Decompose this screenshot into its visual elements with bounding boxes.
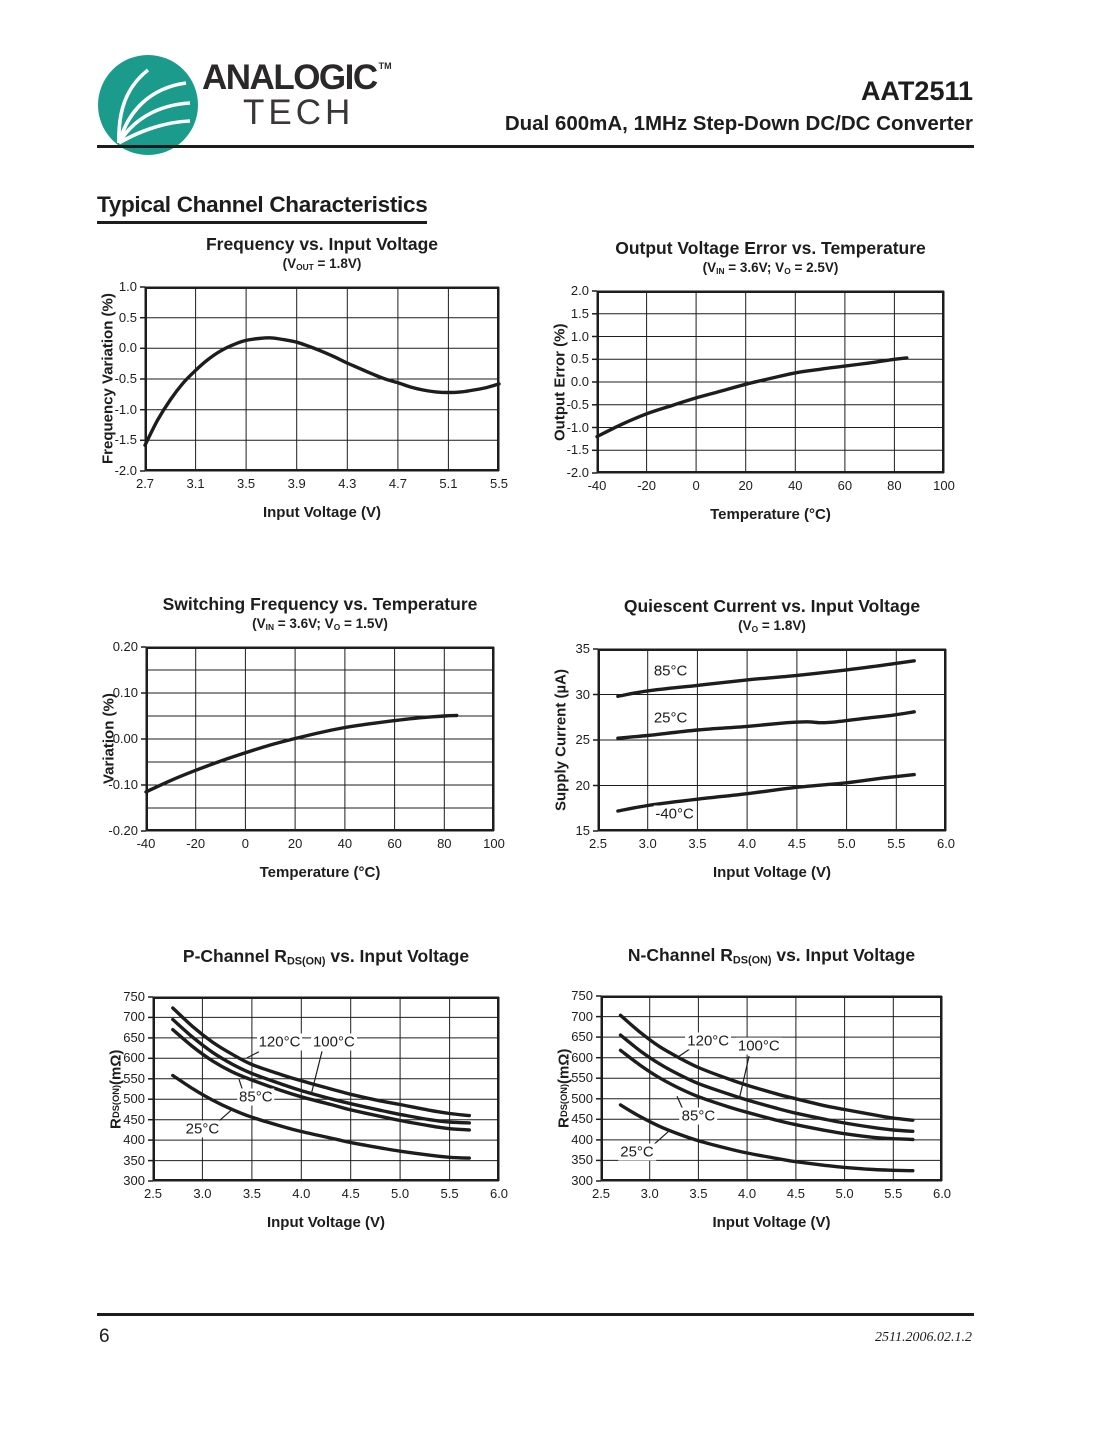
curve-label: 25°C	[185, 1120, 220, 1138]
y-tick-label: 1.5	[570, 305, 589, 321]
x-tick-label: 6.0	[932, 1186, 952, 1201]
x-axis-title: Input Voltage (V)	[262, 504, 382, 521]
y-tick-label: 750	[123, 989, 145, 1004]
subscript-text: DS(ON)	[559, 1084, 569, 1118]
x-tick-label: 5.0	[835, 1186, 854, 1201]
x-tick-label: 5.5	[887, 836, 906, 851]
x-tick-label: 3.0	[193, 1186, 212, 1201]
x-tick-label: -40	[587, 478, 607, 493]
plot-svg	[153, 997, 499, 1181]
doc-subtitle: Dual 600mA, 1MHz Step-Down DC/DC Converter	[504, 112, 973, 135]
chart-subtitle	[65, 256, 579, 272]
subscript-text: DS(ON)	[111, 1084, 121, 1118]
curve-label: 85°C	[681, 1107, 716, 1125]
analogictech-logo	[98, 55, 198, 155]
curve-label: 120°C	[258, 1033, 301, 1051]
subscript-text: DS(ON)	[732, 954, 772, 967]
x-tick-label: 5.5	[884, 1186, 903, 1201]
curve-label: 120°C	[687, 1032, 730, 1050]
x-tick-label: 5.0	[391, 1186, 410, 1201]
curve-label: 85°C	[239, 1088, 273, 1106]
chart-title	[66, 594, 574, 615]
y-tick-label: 500	[123, 1091, 145, 1107]
y-tick-label: 0.00	[112, 731, 138, 746]
plot-area	[597, 291, 944, 473]
x-tick-label: 3.0	[638, 836, 657, 851]
y-tick-label: 400	[123, 1132, 145, 1148]
y-tick-label: -0.20	[108, 823, 138, 838]
y-tick-label: 1.0	[570, 328, 589, 344]
curve-label: -40°C	[655, 805, 694, 823]
y-tick-label: 700	[123, 1009, 145, 1025]
text-segment: (V	[702, 260, 717, 275]
x-tick-label: 20	[738, 478, 753, 493]
x-tick-label: 40	[788, 478, 803, 493]
trademark-symbol: TM	[378, 61, 392, 71]
logo-leaf-icon	[98, 55, 198, 155]
y-tick-label: -0.5	[114, 371, 137, 386]
text-segment: Switching Frequency vs. Temperature	[162, 594, 478, 614]
x-tick-label: -20	[186, 836, 206, 851]
text-segment: vs. Input Voltage	[771, 945, 916, 965]
y-tick-label: 30	[575, 686, 590, 702]
y-tick-label: 1.0	[118, 279, 137, 294]
y-tick-label: 300	[571, 1173, 593, 1188]
y-tick-label: 0.10	[112, 685, 138, 700]
chart-title	[517, 238, 1024, 259]
document-code: 2511.2006.02.1.2	[875, 1330, 972, 1345]
y-tick-label: 0.0	[118, 340, 137, 356]
text-segment: Variation (%)	[100, 693, 118, 785]
x-tick-label: 4.5	[787, 836, 806, 851]
subscript-text: O	[333, 622, 341, 633]
y-tick-label: 650	[123, 1029, 145, 1045]
x-axis-title: Temperature (°C)	[259, 864, 381, 881]
y-tick-label: 550	[571, 1070, 593, 1086]
chart-title	[521, 945, 1022, 967]
y-tick-label: 650	[571, 1029, 593, 1045]
chart-frequency-vs-input-voltage	[99, 234, 509, 521]
x-tick-label: 4.0	[738, 1186, 757, 1201]
y-tick-label: 0.20	[112, 639, 138, 654]
text-segment: R	[555, 1117, 573, 1129]
x-tick-label: 20	[287, 836, 303, 851]
x-tick-label: 2.5	[143, 1186, 163, 1201]
text-segment: Output Voltage Error vs. Temperature	[615, 238, 926, 258]
y-tick-label: -2.0	[114, 463, 137, 478]
text-segment: (V	[282, 256, 297, 271]
plot-svg	[146, 647, 494, 831]
y-tick-label: 750	[571, 988, 593, 1003]
text-segment: R	[107, 1117, 125, 1129]
x-tick-label: 4.0	[292, 1186, 311, 1201]
x-tick-label: 60	[387, 836, 402, 851]
plot-area	[145, 287, 499, 471]
chart-quiescent-current-vs-input-voltage	[552, 596, 956, 881]
y-tick-label: 350	[123, 1152, 145, 1168]
text-segment: (V	[252, 616, 266, 631]
chart-subtitle	[518, 618, 1026, 634]
brand-analogic-text: ANALOGIC	[202, 58, 377, 97]
x-tick-label: 3.5	[688, 836, 707, 851]
y-tick-label: 25	[575, 732, 590, 747]
y-tick-label: -1.5	[114, 432, 137, 448]
chart-subtitle	[66, 616, 574, 632]
series-curve	[145, 338, 499, 445]
chart-output-voltage-error-vs-temperature	[551, 238, 955, 523]
chart-switching-frequency-vs-temperature	[100, 594, 505, 881]
text-segment: (V	[738, 618, 752, 633]
chart-subtitle	[517, 260, 1024, 276]
text-segment: = 1.8V)	[758, 618, 806, 633]
x-tick-label: 2.5	[591, 1186, 611, 1201]
chart-title	[73, 946, 579, 968]
brand-tech: TECH	[243, 93, 355, 132]
text-segment: = 1.5V)	[340, 616, 388, 631]
curve-label: 25°C	[653, 709, 688, 727]
subscript-text: IN	[716, 266, 725, 277]
x-tick-label: 100	[933, 478, 955, 493]
y-tick-label: 450	[571, 1111, 593, 1127]
x-tick-label: 4.5	[341, 1186, 360, 1201]
x-axis-title: Input Voltage (V)	[712, 864, 832, 881]
y-tick-label: 0.5	[570, 351, 589, 367]
y-tick-label: -1.0	[566, 419, 589, 435]
text-segment: Frequency vs. Input Voltage	[205, 234, 439, 254]
curve-label: 100°C	[312, 1033, 355, 1051]
subscript-text: IN	[265, 622, 275, 633]
plot-svg	[145, 287, 499, 471]
subscript-text: O	[784, 266, 791, 277]
x-tick-label: 5.1	[439, 476, 458, 491]
x-tick-label: 2.5	[588, 836, 608, 851]
subscript-text: OUT	[296, 262, 314, 273]
curve-label: 85°C	[653, 662, 688, 680]
x-tick-label: 3.5	[242, 1186, 261, 1201]
curve-label: 100°C	[737, 1037, 780, 1055]
curve-label: 25°C	[620, 1143, 654, 1161]
x-tick-label: 5.5	[440, 1186, 459, 1201]
chart-title	[65, 234, 579, 255]
y-tick-label: 700	[571, 1008, 593, 1024]
series-curve	[146, 716, 457, 792]
x-tick-label: 4.5	[786, 1186, 805, 1201]
y-tick-label: -1.5	[566, 442, 589, 458]
y-tick-label: 300	[123, 1173, 145, 1188]
part-number: AAT2511	[860, 76, 973, 106]
y-tick-label: 600	[123, 1050, 145, 1066]
subscript-text: DS(ON)	[286, 955, 326, 968]
text-segment: Supply Current (µA)	[552, 669, 570, 811]
y-tick-label: 0.0	[570, 374, 589, 389]
y-tick-label: 600	[571, 1049, 593, 1065]
x-tick-label: 3.1	[186, 476, 205, 491]
x-tick-label: 0	[692, 478, 700, 493]
plot-area	[153, 997, 499, 1181]
y-tick-label: -2.0	[566, 465, 589, 480]
text-segment: = 3.6V; V	[274, 616, 334, 631]
subscript-text: O	[751, 624, 759, 635]
x-tick-label: 6.0	[936, 836, 956, 851]
header-divider	[97, 145, 974, 148]
text-segment: Quiescent Current vs. Input Voltage	[623, 596, 921, 616]
plot-area	[146, 647, 494, 831]
y-tick-label: -1.0	[114, 401, 137, 417]
x-tick-label: 80	[437, 836, 452, 851]
x-tick-label: 100	[483, 836, 505, 851]
x-tick-label: 3.9	[287, 476, 306, 491]
y-tick-label: 450	[123, 1111, 145, 1127]
y-tick-label: 20	[575, 777, 590, 793]
x-tick-label: -40	[136, 836, 156, 851]
y-tick-label: -0.10	[108, 777, 138, 792]
y-tick-label: 500	[571, 1090, 593, 1106]
text-segment: (mΩ)	[107, 1049, 125, 1085]
x-tick-label: 2.7	[135, 476, 155, 491]
y-tick-label: 2.0	[570, 283, 589, 298]
x-tick-label: 40	[337, 836, 353, 851]
plot-area	[598, 649, 946, 831]
footer-divider	[97, 1313, 974, 1316]
text-segment: P-Channel R	[182, 946, 287, 966]
section-title: Typical Channel Characteristics	[97, 192, 427, 224]
text-segment: (mΩ)	[555, 1048, 573, 1085]
series-curve	[597, 358, 907, 437]
x-tick-label: 4.0	[738, 836, 757, 851]
chart-n-channel-rdson-vs-input-voltage	[555, 945, 952, 1231]
text-segment: vs. Input Voltage	[325, 946, 470, 966]
x-tick-label: 80	[887, 478, 902, 493]
text-segment: = 2.5V)	[790, 260, 839, 275]
plot-svg	[597, 291, 944, 473]
text-segment: Output Error (%)	[551, 323, 569, 441]
x-tick-label: 4.7	[388, 476, 407, 491]
y-tick-label: 400	[571, 1131, 593, 1147]
text-segment: N-Channel R	[627, 945, 733, 965]
x-tick-label: 5.0	[837, 836, 856, 851]
y-tick-label: 15	[575, 823, 590, 838]
page-number: 6	[99, 1326, 110, 1347]
y-tick-label: 550	[123, 1070, 145, 1086]
x-tick-label: 3.5	[689, 1186, 708, 1201]
x-tick-label: 60	[837, 478, 853, 493]
plot-area	[601, 996, 942, 1181]
x-tick-label: 6.0	[489, 1186, 509, 1201]
x-tick-label: -20	[637, 478, 656, 493]
y-tick-label: -0.5	[566, 396, 589, 412]
brand-analogic	[202, 58, 390, 98]
text-segment: Frequency Variation (%)	[99, 293, 117, 465]
x-tick-label: 3.0	[640, 1186, 659, 1201]
text-segment: = 3.6V; V	[724, 260, 785, 275]
x-tick-label: 0	[241, 836, 250, 851]
y-tick-label: 0.5	[118, 309, 137, 325]
x-axis-title: Input Voltage (V)	[712, 1214, 831, 1231]
chart-p-channel-rdson-vs-input-voltage	[107, 946, 509, 1231]
y-tick-label: 35	[575, 641, 590, 656]
x-axis-title: Temperature (°C)	[710, 506, 831, 523]
chart-title	[518, 596, 1026, 617]
x-tick-label: 5.5	[489, 476, 509, 491]
x-axis-title: Input Voltage (V)	[266, 1214, 386, 1231]
x-tick-label: 3.5	[237, 476, 256, 491]
x-tick-label: 4.3	[338, 476, 357, 491]
plot-svg	[598, 649, 946, 831]
y-tick-label: 350	[571, 1152, 593, 1168]
text-segment: = 1.8V)	[313, 256, 362, 271]
